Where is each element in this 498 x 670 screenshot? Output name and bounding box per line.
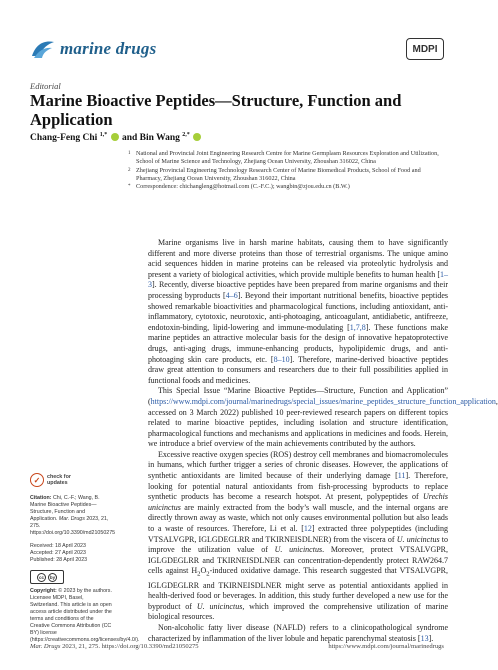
paragraph-text: ]. These functions make marine peptides an attractive molecular basis for the design of innovative hepatoprotective drugs, anti-aging drugs, immune-enhancing products, hypolipidemic drugs, and anti-photoaging skin care products, etc. [ [148, 322, 448, 364]
author-affiliation-marker: 2,* [182, 132, 190, 138]
journal-logo[interactable] [30, 38, 156, 60]
paragraph-text: This Special Issue “Marine Bioactive Peptides—Structure, Function and Application” ( [148, 386, 448, 406]
dates-block [30, 543, 112, 564]
reference-link[interactable]: 1–3 [148, 269, 448, 290]
footer-journal: Mar. Drugs [30, 643, 61, 650]
citation-journal: Mar. Drugs [58, 516, 85, 522]
paragraph-text: ]. Beyond their important nutritional benefits, bioactive peptides showed remarkable bioactivities and pharmacological functions, including antioxidant, anti-inflammatory, cytotoxic, neurotoxic, anti-photoaging, anticoagulant, antidiabetic, antifreeze, endotoxin-binding, lipid-lowering and immune-modulating [ [148, 290, 448, 332]
paragraph-text: , accessed on 3 March 2022) published 10 peer-reviewed research papers on different topics related to marine bioactive peptides, including isolation and structure identification, pharmacological functions and mechanisms and applications in medicines and foods. Herein, we introduce a brief overview of the main achievements contributed by the authors. [148, 396, 498, 449]
paragraph-text: are mainly extracted from the body’s wall muscle, and the internal organs are directly thrown away as waste, which not only causes environmental pollution but also leads to a waste of resources. Therefore, Li et al. [ [148, 502, 448, 534]
citation-label: Citation: [30, 495, 52, 501]
citation-text: Chi, C.-F.; Wang, B. Marine Bioactive Peptides—Structure, Function and Application. [30, 495, 100, 522]
paragraph-text: Non-alcoholic fatty liver disease (NAFLD) refers to a clinicopathological syndrome characterized by inflammation of the liver lobule and hepatic parenchymal steatosis [ [148, 622, 448, 643]
paragraph-text: O [200, 566, 207, 576]
paragraph-text: ]. Therefore, looking for potential natural antioxidants from fish-processing byproducts to replace synthetic products has become a research hotspot. At present, polypeptides of [148, 471, 448, 502]
reference-link[interactable]: 11 [397, 471, 406, 481]
affiliation-number: 2 [128, 167, 131, 173]
check-for-updates-button[interactable] [30, 473, 112, 487]
affiliation-item [128, 167, 448, 183]
affiliation-item [128, 150, 448, 166]
accepted-date: Accepted: 27 April 2023 [30, 550, 86, 556]
reference-link[interactable]: 4–6 [225, 290, 238, 300]
article-title: Marine Bioactive Peptides—Structure, Function and Application [30, 91, 402, 129]
species-name: U. unicinctus [196, 601, 243, 611]
correspondence-text[interactable]: Correspondence: chichangleng@hotmail.com (C.-F.C.); wangbin@zjou.edu.cn (B.W.) [136, 183, 350, 191]
paragraph-text: . Moreover, protect VTSALVGPR, IGLGDEGLRR and TKIRNEISDLNER can concentration-dependently protect RAW264.7 cells against H [148, 545, 449, 576]
paragraph-text: to improve the utilization value of [148, 534, 448, 555]
cc-by-license-icon[interactable] [30, 570, 64, 584]
correspondence [128, 183, 448, 191]
author-separator: and [121, 133, 140, 144]
reference-link[interactable]: 12 [303, 524, 312, 534]
copyright-block [30, 588, 140, 644]
copyright-label: Copyright: [30, 588, 57, 594]
article-type: Editorial [30, 81, 61, 91]
paragraph [148, 623, 448, 644]
affiliation-number: 1 [128, 151, 131, 156]
page-footer [30, 643, 444, 650]
paragraph-text: -induced oxidative damage. This research suggested that VTSALVGPR, IGLGDEGLRR and TKIRNEISDLNER might serve as potential antioxidants applied in health-derived food or beverages. In addition, this study further developed a new use for the byproduct of [148, 566, 448, 611]
species-name: Urechis unicinctus [148, 492, 448, 512]
paragraph-text: Marine organisms live in harsh marine habitats, causing them to have significantly different and more diverse proteins than those of terrestrial organisms. The unique amino acid sequences hidden in marine proteins can be released via proteolytic hydrolysis and present a variety of biological activities, which provide multiple benefits to human health [ [148, 238, 448, 279]
published-date: Published: 28 April 2023 [30, 557, 88, 563]
paragraph-text: Excessive reactive oxygen species (ROS) destroy cell membranes and biomacromolecules in humans, which further trigger a series of chronic diseases. However, the applications of synthetic antioxidants are limited because of their underlying damage [ [148, 449, 448, 481]
citation-block [30, 495, 116, 537]
check-updates-icon: ✓ [30, 473, 44, 487]
reference-link[interactable]: 1,7,8 [349, 322, 366, 332]
mdpi-logo[interactable]: MDPI [406, 38, 444, 60]
author-name[interactable]: Bin Wang [139, 133, 180, 144]
reference-link[interactable]: 13 [420, 633, 429, 643]
paragraph [148, 450, 448, 623]
footer-journal-url[interactable]: https://www.mdpi.com/journal/marinedrugs [328, 643, 444, 650]
footer-citation [30, 643, 199, 650]
received-date: Received: 18 April 2023 [30, 543, 86, 549]
orcid-icon[interactable] [193, 133, 201, 141]
paragraph-text: , which improved the comprehensive utilization of marine biological resources. [148, 601, 448, 622]
paragraph [148, 238, 448, 386]
affiliation-text: Zhejiang Provincial Engineering Technology Research Center of Marine Biomedical Products, School of Food and Pharmacy, Zhejiang Ocean University, Zhoushan 316022, China [136, 166, 421, 182]
special-issue-link[interactable]: https://www.mdpi.com/journal/marinedrugs/special_issues/marine_peptides_structure_function_application [150, 396, 496, 406]
copyright-text: © 2023 by the authors. Licensee MDPI, Basel, Switzerland. This article is an open access article distributed under the terms and conditions of the Creative Commons Attribution (CC BY) license (https://creativecommons.org/licenses/by/4.0/). [30, 588, 140, 643]
orcid-icon[interactable] [111, 133, 119, 141]
article-info-sidebar [30, 473, 140, 650]
affiliation-text: National and Provincial Joint Engineering Research Centre for Marine Germplasm Resources Exploration and Utilization, School of Marine Science and Technology, Zhejiang Ocean University, Zhoushan 316022, China [136, 150, 439, 166]
check-updates-line: updates [47, 480, 68, 486]
check-updates-label [47, 474, 71, 486]
affiliation-number: * [128, 184, 131, 190]
author-list [30, 132, 202, 143]
journal-name: marine drugs [60, 39, 157, 58]
author-affiliation-marker: 1,* [99, 132, 108, 138]
species-name: U. unicinctus [274, 545, 323, 555]
paragraph-text: ] extracted three polypeptides (including VTSALVGPR, IGLGDEGLRR and TKIRNEISDLNER) from the viscera of [148, 524, 448, 544]
subscript: 2 [197, 571, 201, 578]
paragraph-text: ]. Therefore, marine-derived bioactive peptides draw great attention to consumers and researchers due to their full possibilities applied in functional foods and medicines. [148, 354, 449, 385]
reference-link[interactable]: 8–10 [273, 354, 290, 364]
paragraph [148, 386, 498, 450]
paragraph-text: ]. Recently, diverse bioactive peptides have been prepared from marine organisms and their processing byproducts [ [148, 280, 448, 300]
affiliations [128, 150, 448, 191]
sea-wave-logo-icon [30, 38, 56, 60]
subscript: 2 [206, 571, 210, 578]
citation-doi[interactable]: 2023, 21, 275. https://doi.org/10.3390/md21050275 [30, 516, 116, 536]
paragraph-text: ]. [428, 633, 434, 643]
by-icon: by [49, 574, 56, 580]
article-body [148, 238, 498, 644]
footer-doi[interactable]: 2023, 21, 275. https://doi.org/10.3390/md21050275 [60, 643, 199, 650]
check-updates-line: check for [47, 474, 71, 480]
cc-icon: cc [38, 574, 44, 580]
author-name[interactable]: Chang-Feng Chi [30, 133, 98, 144]
species-name: U. unicinctus [396, 534, 440, 544]
